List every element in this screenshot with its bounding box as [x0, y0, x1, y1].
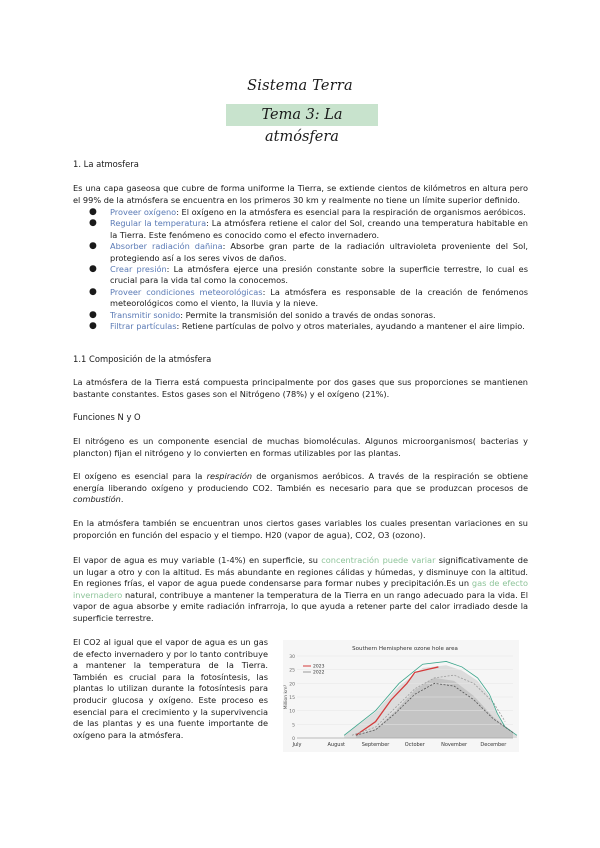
- co2-text: El CO2 al igual que el vapor de agua es un gas de efecto invernadero y por lo tanto contribuye a mantener la temperatura de la Tierra. También es crucial para la fotosíntesis, las plantas lo utilizan durante la fotosíntesis para producir glucosa y oxígeno. Este proceso es esencial para el crecimiento y la supervivencia de las plantas y es una fuente importante de oxígeno para la atmósfera.: [73, 637, 268, 740]
- function-term: Regular la temperatura: [110, 218, 207, 229]
- oxygen-text-b: de organismos aeróbicos. A través de la respiración se obtiene energía liberando oxígeno y produciendo CO2. También es necesario para que se produzcan procesos de: [73, 471, 528, 493]
- bullet-icon: ●: [89, 218, 97, 229]
- ozone-hole-chart: [283, 640, 519, 752]
- bullet-icon: ●: [89, 207, 97, 217]
- composition-text: La atmósfera de la Tierra está compuesta principalmente por dos gases que sus proporciones se mantienen bastante constantes. Estos gases son el Nitrógeno (78%) y el oxígeno (21%).: [73, 377, 528, 399]
- greenhouse-gas-term: gas de efecto invernadero: [73, 578, 528, 600]
- functions-n-o-heading: Funciones N y O: [73, 412, 141, 422]
- section-heading-atmosfera: 1. La atmosfera: [73, 159, 139, 169]
- function-description: : La atmósfera es responsable de la creación de fenómenos meteorológicos como el viento, la lluvia y la nieve.: [110, 286, 529, 309]
- function-item: [73, 207, 528, 218]
- bullet-icon: ●: [89, 321, 97, 332]
- bullet-icon: ●: [89, 264, 97, 275]
- oxygen-text-a: El oxígeno es esencial para la: [73, 471, 207, 481]
- functions-list: [73, 207, 528, 332]
- function-description: : Permite la transmisión del sonido a través de ondas sonoras.: [180, 309, 436, 320]
- x-tick-label: December: [480, 742, 507, 748]
- function-description: : La atmósfera retiene el calor del Sol, creando una temperatura habitable en la Tierra. Este fenómeno es conocido como el efecto invernadero.: [110, 218, 528, 240]
- x-tick-label: July: [292, 742, 302, 748]
- water-vapor-text-a: El vapor de agua es muy variable (1-4%) en superficie, su: [73, 555, 322, 565]
- bullet-icon: ●: [89, 241, 97, 252]
- y-tick-label: 10: [289, 709, 295, 715]
- y-axis-label: Million km²: [284, 684, 289, 710]
- x-tick-label: October: [404, 742, 425, 748]
- y-tick-label: 25: [289, 668, 295, 674]
- section-heading-composition: 1.1 Composición de la atmósfera: [73, 354, 212, 364]
- variable-gases-paragraph: [73, 518, 528, 541]
- function-description: : Retiene partículas de polvo y otros materiales, ayudando a mantener el aire limpio.: [176, 321, 525, 332]
- water-vapor-paragraph: [73, 555, 528, 625]
- oxygen-text-c: .: [120, 494, 124, 505]
- function-term: Absorber radiación dañina: [110, 241, 223, 252]
- function-item: [73, 287, 528, 310]
- y-tick-label: 5: [292, 723, 295, 729]
- function-description: : El oxígeno en la atmósfera es esencial para la respiración de organismos aeróbicos.: [176, 207, 526, 217]
- function-item: [73, 241, 528, 264]
- x-tick-label: November: [441, 742, 468, 748]
- intro-paragraph: [73, 183, 528, 206]
- function-item: [73, 310, 528, 321]
- function-term: Filtrar partículas: [110, 321, 177, 332]
- concentration-term: concentración puede variar: [321, 555, 436, 565]
- oxygen-paragraph: [73, 471, 528, 506]
- function-term: Transmitir sonido: [110, 309, 181, 320]
- y-tick-label: 15: [289, 696, 295, 701]
- function-term: Crear presión: [110, 264, 167, 275]
- function-item: [73, 321, 528, 332]
- chart-title: Southern Hemisphere ozone hole area: [352, 646, 458, 652]
- x-tick-label: August: [327, 742, 346, 748]
- function-item: [73, 218, 528, 241]
- function-item: [73, 264, 528, 287]
- y-tick-label: 20: [289, 682, 295, 688]
- nitrogen-text: El nitrógeno es un componente esencial de muchas biomoléculas. Algunos microorganismos( bacterias y plancton) fijan el nitrógeno y lo convierten en formas utilizables por las plantas.: [73, 436, 528, 458]
- nitrogen-paragraph: [73, 436, 528, 459]
- bullet-icon: ●: [89, 309, 97, 320]
- composition-paragraph: [73, 377, 528, 400]
- function-term: Proveer oxígeno: [110, 207, 177, 217]
- legend-label: 2022: [313, 670, 325, 676]
- combustion-emphasis: combustión: [73, 494, 121, 505]
- water-vapor-text-c: natural, contribuye a mantener la temperatura de la Tierra en un rango adecuado para la vida. El vapor de agua absorbe y emite radiación infrarroja, lo que ayuda a retener parte del calor irradiado desde la superficie terrestre.: [73, 589, 528, 623]
- intro-text: Es una capa gaseosa que cubre de forma uniforme la Tierra, se extiende cientos de kilómetros en altura pero el 99% de la atmósfera se encuentra en los primeros 30 km y realmente no tiene un límite superior definido.: [73, 183, 528, 205]
- y-tick-label: 0: [292, 737, 295, 742]
- y-tick-label: 30: [289, 655, 295, 660]
- function-term: Proveer condiciones meteorológicas: [110, 286, 263, 297]
- function-description: : La atmósfera ejerce una presión constante sobre la superficie terrestre, lo cual es crucial para la vida tal como la conocemos.: [110, 264, 528, 286]
- document-title: Sistema Terra: [247, 78, 353, 94]
- bullet-icon: ●: [89, 286, 97, 297]
- topic-title: Tema 3: La atmósfera: [226, 104, 378, 126]
- function-description: : Absorbe gran parte de la radiación ultravioleta proveniente del Sol, protegiendo así a los seres vivos de daños.: [110, 241, 528, 263]
- water-vapor-text-b: significativamente de un lugar a otro y con la altitud. Es más abundante en regiones cálidas y húmedas, y disminuye con la altitud. En regiones frías, el vapor de agua puede condensarse para formar nubes y precipitación.Es un: [73, 555, 528, 589]
- legend-label: 2023: [313, 664, 325, 670]
- x-tick-label: September: [361, 742, 390, 748]
- co2-paragraph: [73, 637, 268, 741]
- respiration-emphasis: respiración: [206, 471, 253, 481]
- variable-gases-text: En la atmósfera también se encuentran unos ciertos gases variables los cuales presentan variaciones en su proporción en función del espacio y el tiempo. H20 (vapor de agua), CO2, O3 (ozono).: [73, 518, 528, 540]
